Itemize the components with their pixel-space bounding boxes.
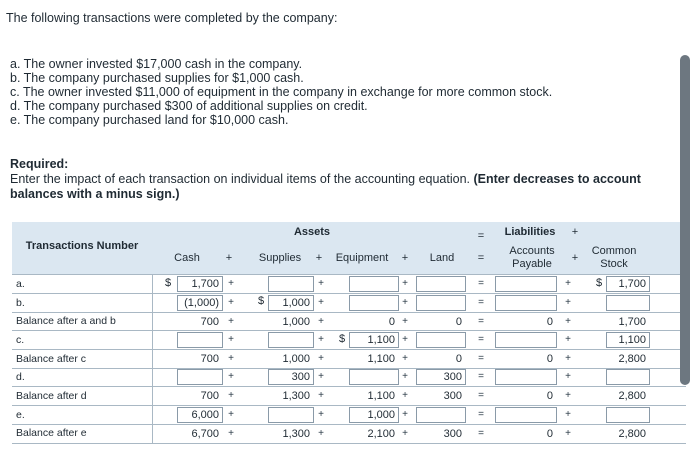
equipment-input-c[interactable]: 1,100 (349, 332, 399, 348)
land-balance-d: 300 (416, 388, 466, 404)
op-plus: + (565, 390, 571, 401)
cash-balance-d: 700 (177, 388, 223, 404)
vertical-scrollbar[interactable] (680, 55, 690, 385)
land-input-d[interactable]: 300 (416, 369, 466, 385)
required-label: Required: (10, 157, 69, 171)
supplies-input-c[interactable] (268, 332, 314, 348)
op-plus: + (565, 353, 571, 364)
op-plus: + (318, 428, 324, 439)
col-cash: Cash (174, 252, 200, 264)
op-plus: + (402, 371, 408, 382)
op-plus: + (318, 353, 324, 364)
op-plus: + (318, 334, 324, 345)
op-plus: + (228, 371, 234, 382)
cs-balance-ab: 1,700 (606, 314, 650, 330)
transaction-e: e. The company purchased land for $10,000 cash. (10, 113, 289, 127)
ap-balance-e: 0 (495, 426, 557, 442)
col-land: Land (429, 252, 455, 264)
op-plus: + (228, 316, 234, 327)
op-plus: + (228, 278, 234, 289)
equipment-input-e[interactable]: 1,000 (349, 407, 399, 423)
op-equals: = (478, 409, 484, 420)
op-plus: + (228, 390, 234, 401)
op-plus: + (402, 316, 408, 327)
op-plus: + (318, 390, 324, 401)
op-plus: + (318, 278, 324, 289)
op-plus: + (228, 353, 234, 364)
transaction-c: c. The owner invested $11,000 of equipment in the company in exchange for more common stock. (10, 85, 553, 99)
cs-input-c[interactable]: 1,100 (606, 332, 650, 348)
cs-input-e[interactable] (606, 407, 650, 423)
supplies-balance-e: 1,300 (268, 426, 314, 442)
row-label: d. (16, 371, 25, 383)
land-input-c[interactable] (416, 332, 466, 348)
cash-input-e[interactable]: 6,000 (177, 407, 223, 423)
op-plus: + (402, 334, 408, 345)
cs-input-d[interactable] (606, 369, 650, 385)
row-label: e. (16, 409, 25, 421)
cash-input-c[interactable] (177, 332, 223, 348)
op-equals: = (478, 371, 484, 382)
row-label: c. (16, 334, 25, 346)
required-instruction: Enter the impact of each transaction on individual items of the accounting equation. (10, 172, 471, 186)
op-plus: + (318, 409, 324, 420)
op-plus: + (565, 409, 571, 420)
cs-input-b[interactable] (606, 295, 650, 311)
cash-balance-e: 6,700 (177, 426, 223, 442)
op-equals: = (478, 353, 484, 364)
ap-input-d[interactable] (495, 369, 557, 385)
op-plus: + (228, 297, 234, 308)
op-plus: + (571, 252, 579, 264)
land-input-b[interactable] (416, 295, 466, 311)
op-equals: = (477, 230, 485, 242)
col-equipment: Equipment (335, 252, 389, 264)
cash-input-a[interactable]: 1,700 (177, 276, 223, 292)
equipment-input-d[interactable] (349, 369, 399, 385)
op-plus: + (318, 297, 324, 308)
cs-balance-e: 2,800 (606, 426, 650, 442)
op-equals: = (477, 252, 485, 264)
transaction-d: d. The company purchased $300 of additional supplies on credit. (10, 99, 368, 113)
land-balance-c: 0 (416, 351, 466, 367)
equipment-balance-ab: 0 (349, 314, 399, 330)
supplies-input-a[interactable] (268, 276, 314, 292)
row-label: a. (16, 278, 25, 290)
op-plus: + (318, 371, 324, 382)
op-plus: + (565, 428, 571, 439)
op-plus: + (565, 278, 571, 289)
land-input-e[interactable] (416, 407, 466, 423)
op-plus: + (225, 252, 233, 264)
cash-input-b[interactable]: (1,000) (177, 295, 223, 311)
op-plus: + (402, 297, 408, 308)
ap-input-a[interactable] (495, 276, 557, 292)
op-equals: = (478, 297, 484, 308)
op-equals: = (478, 278, 484, 289)
equipment-balance-c: 1,100 (349, 351, 399, 367)
ap-input-e[interactable] (495, 407, 557, 423)
liabilities-header: Liabilities (504, 226, 556, 238)
accounting-equation-table (12, 222, 686, 444)
land-balance-e: 300 (416, 426, 466, 442)
op-plus: + (401, 252, 409, 264)
cash-input-d[interactable] (177, 369, 223, 385)
equipment-balance-e: 2,100 (349, 426, 399, 442)
ap-balance-c: 0 (495, 351, 557, 367)
supplies-input-e[interactable] (268, 407, 314, 423)
land-balance-ab: 0 (416, 314, 466, 330)
dollar-sign: $ (165, 277, 172, 289)
op-plus: + (402, 409, 408, 420)
op-equals: = (478, 390, 484, 401)
col-accounts-payable: Accounts Payable (509, 245, 555, 270)
intro-text: The following transactions were completed by the company: (6, 11, 338, 25)
op-plus: + (571, 226, 579, 238)
op-plus: + (228, 428, 234, 439)
op-plus: + (318, 316, 324, 327)
op-plus: + (565, 297, 571, 308)
col-supplies: Supplies (258, 252, 302, 264)
row-label: Balance after a and b (16, 315, 116, 327)
op-plus: + (228, 334, 234, 345)
cash-balance-c: 700 (177, 351, 223, 367)
op-plus: + (565, 316, 571, 327)
row-label: b. (16, 297, 25, 309)
row-label: Balance after c (16, 353, 87, 365)
supplies-balance-d: 1,300 (268, 388, 314, 404)
supplies-input-b[interactable]: 1,000 (268, 295, 314, 311)
assets-header: Assets (293, 226, 331, 238)
op-equals: = (478, 316, 484, 327)
transaction-b: b. The company purchased supplies for $1,000 cash. (10, 71, 304, 85)
op-plus: + (402, 390, 408, 401)
ap-balance-d: 0 (495, 388, 557, 404)
equipment-input-b[interactable] (349, 295, 399, 311)
required-bold-note: (Enter decreases to account balances with a minus sign.) (10, 172, 641, 201)
supplies-balance-c: 1,000 (268, 351, 314, 367)
equipment-balance-d: 1,100 (349, 388, 399, 404)
dollar-sign: $ (258, 295, 265, 307)
required-text (10, 172, 680, 202)
op-equals: = (478, 428, 484, 439)
ap-balance-ab: 0 (495, 314, 557, 330)
transaction-a: a. The owner invested $17,000 cash in the company. (10, 57, 303, 71)
equipment-input-a[interactable] (349, 276, 399, 292)
ap-input-b[interactable] (495, 295, 557, 311)
supplies-input-d[interactable]: 300 (268, 369, 314, 385)
op-plus: + (228, 409, 234, 420)
cs-input-a[interactable]: 1,700 (606, 276, 650, 292)
col-common-stock: Common Stock (591, 245, 637, 270)
row-label: Balance after d (16, 390, 87, 402)
dollar-sign: $ (596, 277, 603, 289)
cash-balance-ab: 700 (177, 314, 223, 330)
ap-input-c[interactable] (495, 332, 557, 348)
op-plus: + (402, 353, 408, 364)
col-transaction-number: Transactions Number (25, 240, 139, 252)
op-plus: + (402, 428, 408, 439)
op-equals: = (478, 334, 484, 345)
dollar-sign: $ (339, 333, 346, 345)
op-plus: + (565, 371, 571, 382)
supplies-balance-ab: 1,000 (268, 314, 314, 330)
row-label: Balance after e (16, 427, 87, 439)
cs-balance-c: 2,800 (606, 351, 650, 367)
land-input-a[interactable] (416, 276, 466, 292)
op-plus: + (565, 334, 571, 345)
op-plus: + (315, 252, 323, 264)
op-plus: + (402, 278, 408, 289)
cs-balance-d: 2,800 (606, 388, 650, 404)
